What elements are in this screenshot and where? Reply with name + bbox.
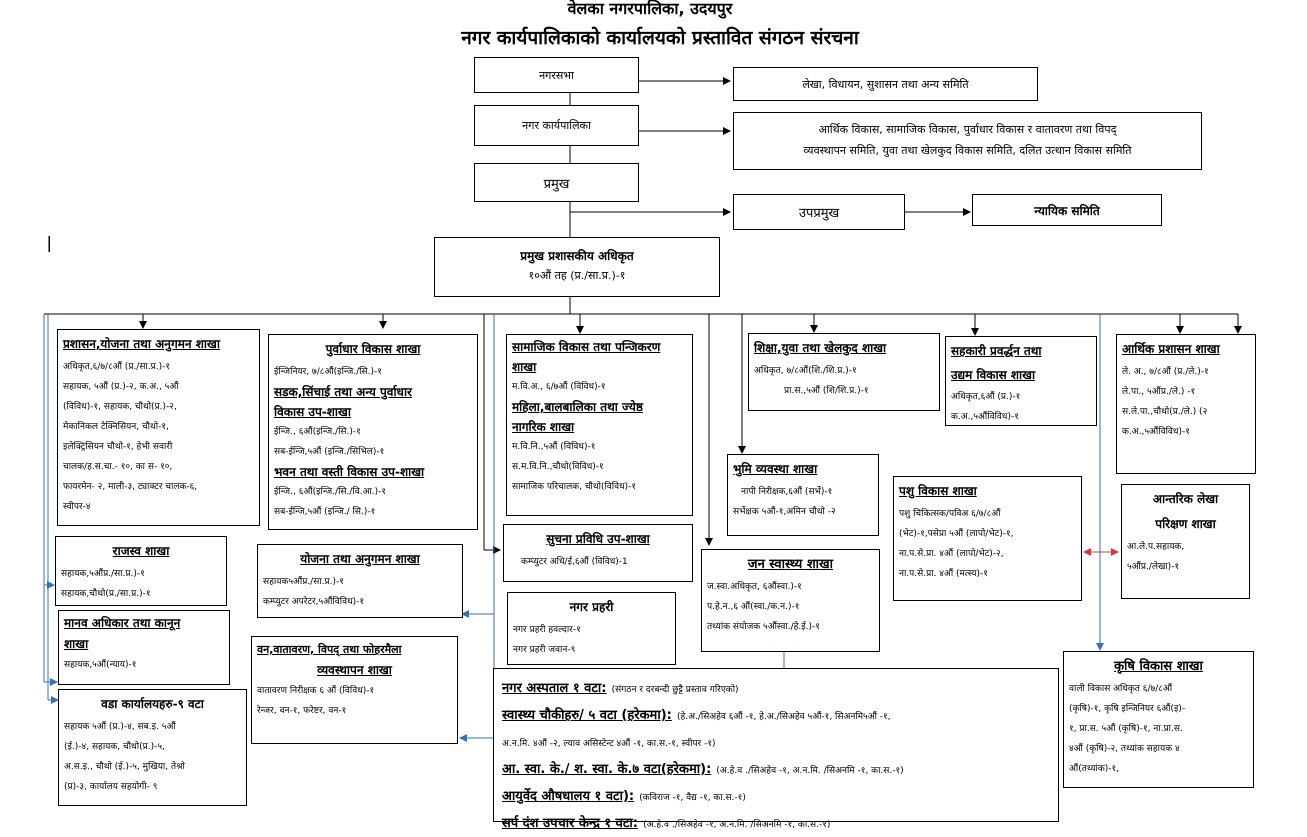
manav-title: मानव अधिकार तथा कानून [64, 616, 181, 630]
cao-box [434, 237, 720, 297]
shiksha-line: प्रा.स.,५औं (शि/शि.प्र.)-१ [784, 386, 869, 396]
karyapalika-label: नगर कार्यपालिका [522, 119, 591, 132]
pashu-line: ना.प.से.प्रा. ४औं (मत्स्य)-१ [899, 569, 988, 579]
wada-line: (प्र)-३, कार्यालय सहयोगी- ९ [64, 782, 158, 792]
committee-box-1 [733, 67, 1038, 101]
prashasan-line: मेकानिकल टेक्निसियन, चौथो-१, [63, 422, 169, 432]
purwadhar-line: ईन्जि., ६औं(इन्जि./सि./वि.आ.)-१ [274, 487, 387, 497]
health-row-health-posts-cont [502, 729, 1050, 756]
purwadhar-line: सब-ईन्जि,५औं (इन्जि./ सि.)-१ [274, 507, 376, 517]
nyayik-label: न्यायिक समिति [1034, 203, 1100, 218]
purwadhar-line: ईन्जिनियर, ७/८औं(इन्जि./सि.)-१ [274, 367, 382, 377]
nagarsabha-label: नगरसभा [539, 68, 574, 82]
health-row-label: स्वास्थ्य चौकीहरु/ ५ वटा (हरेकमा): [502, 708, 672, 723]
header-municipality: वेलका नगरपालिका, उदयपुर [567, 0, 733, 18]
prashasan-line: (विविध)-१, सहायक, चौथो(प्र.)-२, [63, 402, 177, 412]
prashasan-line: चालक/ह.स.चा.- १०, का स- १०, [63, 462, 173, 472]
nyayik-box [972, 194, 1162, 226]
ban-branch [251, 636, 458, 744]
prahari-line: नगर प्रहरी जवान-९ [513, 645, 576, 655]
rajaswa-line: सहायक,चौथो(प्र./सा.प्र.)-१ [61, 589, 151, 599]
ban-title-b: व्यवस्थापन शाखा [317, 663, 392, 677]
health-row-label: नगर अस्पताल १ वटा: [502, 681, 607, 696]
manav-branch [58, 610, 230, 685]
manav-line: सहायक,५औं(न्याय)-१ [64, 660, 137, 670]
cao-title: प्रमुख प्रशासकीय अधिकृत [520, 249, 634, 263]
health-row-label: सर्प दंश उपचार केन्द्र १ वटा: [502, 816, 639, 831]
arthik-line: ले.पा., ५औंप्र./ले.) -१ [1122, 387, 1196, 397]
shiksha-branch [748, 333, 940, 411]
prashasan-line: अधिकृत,६/७/८औं (प्र./सा.प्र.)-१ [63, 362, 171, 372]
samajik-subbranch-b: नागरिक शाखा [512, 420, 575, 434]
purwadhar-branch [268, 334, 478, 530]
health-row-detail: (अ.हे.व ./सिअहेव -१, अ.न.मि. /सिअनमि -१, का.स.-१) [643, 820, 831, 830]
page-title: नगर कार्यपालिकाको कार्यालयको प्रस्तावित संगठन संरचना [461, 27, 859, 49]
purwadhar-line: सब-ईन्जि,५औं (इन्जि./सिभिल)-१ [274, 447, 385, 457]
purwadhar-subbranch-1: सडक,सिंचाई तथा अन्य पुर्वाधार [274, 385, 412, 399]
suchana-title: सुचना प्रविधि उप-शाखा [546, 532, 650, 546]
shiksha-title: शिक्षा,युवा तथा खेलकुद शाखा [754, 341, 887, 355]
rajaswa-title: राजस्व शाखा [112, 544, 170, 558]
pashu-title: पशु विकास शाखा [899, 484, 977, 498]
health-institutions-box [493, 668, 1059, 831]
health-row-basic-centers [502, 756, 1050, 783]
purwadhar-line: ईन्जि., ६औं(इन्जि./सि.)-१ [274, 427, 361, 437]
upapramukh-label: उपप्रमुख [798, 206, 840, 221]
health-row-health-posts [502, 702, 1050, 729]
yojana-branch [257, 544, 463, 618]
prashasan-title: प्रशासन,योजना तथा अनुगमन शाखा [63, 337, 220, 351]
samajik-line: स.म.वि.नि.,चौथो(विविध)-१ [512, 462, 604, 472]
purwadhar-subbranch-1b: विकास उप-शाखा [274, 405, 351, 419]
krishi-line: (कृषि)-१, कृषि इन्जिनियर ६औं(इ)- [1069, 704, 1186, 714]
nagarsabha-box [474, 57, 639, 93]
pashu-line: (भेट)-१,पसेप्रा ५औं (लापो/भेट)-१, [899, 529, 1014, 539]
samajik-line: म.वि.अ., ६/७औं (विविध)-१ [512, 382, 606, 392]
committee-box-2 [733, 112, 1202, 170]
health-row-label: आ. स्वा. के./ श. स्वा. के.७ वटा(हरेकमा): [502, 762, 712, 777]
rajaswa-branch [55, 536, 227, 606]
wada-branch [58, 689, 247, 806]
pramukh-box [474, 163, 639, 202]
jan-swasthya-title: जन स्वास्थ्य शाखा [747, 557, 834, 572]
sahakari-title-b: उद्यम विकास शाखा [951, 368, 1036, 382]
samajik-line: सामाजिक परिचालक, चौथो(विविध)-१ [512, 482, 637, 492]
samajik-branch [506, 334, 693, 516]
prahari-branch [507, 592, 676, 665]
purwadhar-subbranch-2: भवन तथा वस्ती विकास उप-शाखा [274, 465, 425, 479]
yojana-line: कम्प्युटर अपरेटर,५औंविविध)-१ [263, 597, 365, 607]
cao-sub: १०औं तह (प्र./सा.प्र.)-१ [528, 269, 626, 282]
wada-title: वडा कार्यालयहरु-९ वटा [101, 697, 204, 711]
prashasan-line: स्वीपर-४ [63, 502, 91, 512]
committee-2-line2: व्यवस्थापन समिति, युवा तथा खेलकुद विकास समिति, दलित उत्थान विकास समिति [803, 144, 1132, 157]
samajik-title: सामाजिक विकास तथा पन्जिकरण [512, 340, 661, 354]
jan-swasthya-line: ज.स्वा.अधिकृत, ६औंस्वा.)-१ [707, 582, 802, 592]
health-row-detail: (अ.हे.व ./सिअहेव -१, अ.न.मि. /सिअनमि -१, का.स.-१) [716, 766, 904, 776]
arthik-line: क.अ.,५औंविविध)-१ [1122, 427, 1190, 437]
prahari-title: नगर प्रहरी [569, 600, 614, 614]
jan-swasthya-line: प.हे.न.,६ औं(स्वा./क.न.)-१ [707, 602, 800, 612]
arthik-line: स.ले.पा.,चौथो(प्र./ले.) (२ [1122, 407, 1208, 417]
sahakari-line: क.अ.,५औंविविध)-१ [951, 412, 1019, 422]
samajik-line: म.वि.नि.,५औं (विविध)-१ [512, 442, 596, 452]
bhumi-line: सर्भेक्षक ५औं-१,अमिन चौथो -२ [733, 507, 836, 517]
pashu-line: पशु चिकित्सक/पविअ ६/७/८औं [899, 509, 1001, 519]
wada-line: (ई.)-४, सहायक, चौथो(प्र.)-५, [64, 742, 165, 752]
ban-title: वन,वातावरण, विपद् तथा फोहरमैला [257, 643, 402, 656]
samajik-subbranch: महिला,बालबालिका तथा ज्येष्ठ [512, 400, 643, 414]
krishi-line: वाली विकास अधिकृत ६/७/८औं [1069, 684, 1173, 694]
wada-line: अ.स.इ., चौथो (ई.)-५, मुखिया, तेश्रो [64, 762, 185, 772]
antarik-title: आन्तरिक लेखा [1152, 492, 1219, 506]
health-row-hospital [502, 675, 1050, 702]
karyapalika-box [474, 105, 639, 146]
bhumi-line: नापी निरीक्षक,६औं (सर्भे)-१ [741, 487, 833, 497]
shiksha-line: अधिकृत, ७/८औं(शि./शि.प्र.)-१ [754, 366, 857, 376]
krishi-line: १, प्रा.स. ५औं (कृषि)-१, ना.प्रा.स. [1069, 724, 1183, 734]
sahakari-line: अधिकृत,६औं (प्र.)-१ [951, 392, 1021, 402]
prashasan-line: फायरमेन- २, माली-३, ट्याक्टर चालक-६, [63, 482, 198, 492]
jan-swasthya-line: तथ्यांक संयोजक ५औंस्वा./हे.ई.)-१ [707, 622, 820, 632]
bhumi-branch [727, 454, 879, 536]
health-row-ayurveda [502, 783, 1050, 810]
bhumi-title: भुमि व्यवस्था शाखा [733, 462, 818, 476]
committee-1-label: लेखा, विधायन, सुशासन तथा अन्य समिति [802, 77, 969, 91]
jan-swasthya-branch [701, 549, 880, 652]
pashu-branch [893, 476, 1082, 601]
pramukh-label: प्रमुख [543, 176, 570, 192]
samajik-title-b: शाखा [512, 360, 537, 374]
health-row-detail: (हे.अ./सिअहेव ६औं -१, हे.अ./सिअहेव ५औं-१, सिअनमि५औं -१, [676, 712, 891, 722]
antarik-line: आ.ले.प.सहायक, [1127, 542, 1185, 552]
pashu-line: ना.प.से.प्रा. ४औं (लापो/भेट)-२, [899, 549, 1004, 559]
health-row-detail: (संगठन र दरबन्दी छुट्टै प्रस्ताव गरिएको) [611, 685, 739, 695]
prahari-line: नगर प्रहरी हवल्दार-१ [513, 625, 581, 635]
antarik-branch [1121, 484, 1250, 599]
ban-line: वातावरण निरीक्षक ६ औं (विविध)-१ [257, 686, 375, 696]
rajaswa-line: सहायक,५औंप्र./सा.प्र.)-१ [61, 569, 145, 579]
antarik-line: ५औंप्र./लेखा)-१ [1127, 562, 1180, 572]
yojana-title: योजना तथा अनुगमन शाखा [300, 552, 420, 566]
krishi-line: औं(तथ्यांक)-१, [1069, 764, 1120, 774]
antarik-title-b: परिक्षण शाखा [1155, 517, 1216, 531]
arthik-title: आर्थिक प्रशासन शाखा [1122, 342, 1220, 356]
purwadhar-title: पुर्वाधार विकास शाखा [325, 342, 421, 356]
krishi-title: कृषि विकास शाखा [1114, 659, 1203, 674]
krishi-line: ४औं (कृषि)-२, तथ्यांक सहायक ४ [1069, 744, 1180, 754]
arthik-line: ले. अ., ७/८औं (प्र./ले.)-१ [1122, 367, 1209, 377]
prashasan-branch [57, 329, 260, 526]
committee-2-line1: आर्थिक विकास, सामाजिक विकास, पुर्वाधार विकास र वातावरण तथा विपद् [818, 123, 1117, 136]
manav-title-b: शाखा [64, 637, 89, 651]
prashasan-line: इलेक्ट्रिसियन चौथो-१, हेभी सवारी [63, 442, 173, 452]
health-row-snakebite [502, 810, 1050, 837]
yojana-line: सहायक५औंप्र./सा.प्र.)-१ [263, 577, 344, 587]
sahakari-branch [945, 336, 1097, 426]
health-row-detail: अ.न.मि. ४औं -२, ल्याव असिस्टेन्ट ४औं -१, का.स.-१, स्वीपर -१) [502, 739, 716, 749]
sahakari-title: सहकारी प्रवर्द्धन तथा [951, 344, 1042, 358]
suchana-line: कम्प्युटर अधि/ई,६औं (विविध)-1 [521, 557, 628, 567]
suchana-branch [503, 524, 693, 582]
cursor-mark [49, 236, 50, 252]
wada-line: सहायक ५औं (प्र.)-४, सब.इ. ५औं [64, 722, 176, 732]
upapramukh-box [733, 194, 905, 230]
arthik-branch [1116, 334, 1256, 474]
krishi-branch [1063, 651, 1254, 788]
health-row-detail: (कविराज -१, वैद्य -१, का.स.-१) [639, 793, 746, 803]
ban-line: रेन्जर, वन-१, फरेष्टर, वन-१ [257, 706, 347, 716]
prashasan-line: सहायक, ५औं (प्र.)-२, क.अ., ५औं [63, 382, 179, 392]
health-row-label: आयुर्वेद औषधालय १ वटा): [502, 789, 635, 804]
